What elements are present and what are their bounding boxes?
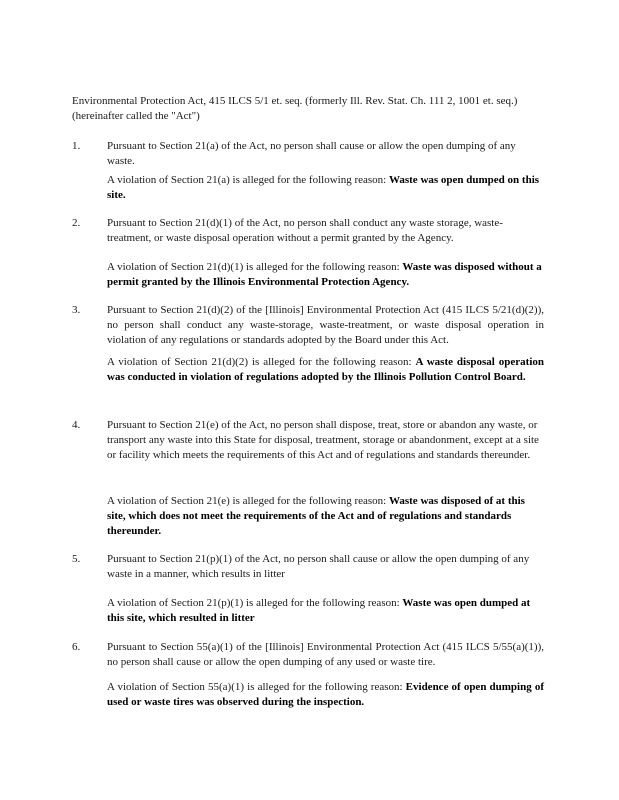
- item-2-provision: Pursuant to Section 21(d)(1) of the Act, no person shall conduct any waste storage, waste-treatment, or waste disposal operation without a permit granted by the Agency.: [107, 217, 503, 244]
- item-2-violation-reason: Waste was disposed without a permit granted by the Illinois Environmental Protection Agency.: [107, 261, 542, 288]
- item-1-violation-reason: Waste was open dumped on this site.: [107, 174, 540, 201]
- item-6-number: 6.: [72, 641, 81, 653]
- item-1-violation-prefix: A violation of Section 21(a) is alleged for the following reason:: [107, 174, 387, 186]
- item-4-violation-reason: Waste was disposed of at this site, which does not meet the requirements of the Act and of regulations and standards thereunder.: [107, 495, 525, 537]
- item-2-violation-prefix: A violation of Section 21(d)(1) is alleged for the following reason:: [107, 261, 400, 273]
- item-3-violation-prefix: A violation of Section 21(d)(2) is alleged for the following reason:: [107, 356, 412, 368]
- item-6-violation-prefix: A violation of Section 55(a)(1) is alleged for the following reason:: [107, 681, 403, 693]
- item-4-provision: Pursuant to Section 21(e) of the Act, no person shall dispose, treat, store or abandon any waste, or transport any waste into this State for disposal, treatment, storage or abandonment, except at a site or facility which meets the requirements of this Act and of regulations and standards thereunder.: [107, 419, 539, 461]
- item-1-violation: [107, 173, 544, 203]
- item-5-number: 5.: [72, 553, 81, 565]
- item-3-provision: Pursuant to Section 21(d)(2) of the [Illinois] Environmental Protection Act (415 ILCS 5/21(d)(2)), no person shall conduct any waste-storage, waste-treatment, or waste disposal operation in violation of any regulations or standards adopted by the Board under this Act.: [107, 304, 544, 346]
- item-6-violation-reason: Evidence of open dumping of used or waste tires was observed during the inspection.: [107, 681, 544, 708]
- item-2-violation: [107, 260, 544, 290]
- item-6-provision: Pursuant to Section 55(a)(1) of the [Illinois] Environmental Protection Act (415 ILCS 5/55(a)(1)), no person shall cause or allow the open dumping of any used or waste tire.: [107, 641, 544, 668]
- item-2-number: 2.: [72, 217, 81, 229]
- act-citation: Environmental Protection Act, 415 ILCS 5/1 et. seq. (formerly Ill. Rev. Stat. Ch. 111 2, 1001 et. seq.) (hereinafter called the "Act"): [72, 95, 518, 122]
- item-3-number: 3.: [72, 304, 81, 316]
- item-3-violation: [107, 355, 544, 385]
- item-4-violation-prefix: A violation of Section 21(e) is alleged for the following reason:: [107, 495, 387, 507]
- item-4-violation: [107, 494, 544, 539]
- item-4-number: 4.: [72, 419, 81, 431]
- item-5-violation-reason: Waste was open dumped at this site, which resulted in litter: [107, 597, 531, 624]
- item-5-provision: Pursuant to Section 21(p)(1) of the Act, no person shall cause or allow the open dumping of any waste in a manner, which results in litter: [107, 553, 530, 580]
- item-5-violation: [107, 596, 544, 626]
- item-6-violation: [107, 680, 544, 710]
- item-5-violation-prefix: A violation of Section 21(p)(1) is alleged for the following reason:: [107, 597, 400, 609]
- item-1-provision: Pursuant to Section 21(a) of the Act, no person shall cause or allow the open dumping of any waste.: [107, 140, 516, 167]
- item-3-violation-reason: A waste disposal operation was conducted in violation of regulations adopted by the Illinois Pollution Control Board.: [107, 356, 544, 383]
- item-1-number: 1.: [72, 140, 81, 152]
